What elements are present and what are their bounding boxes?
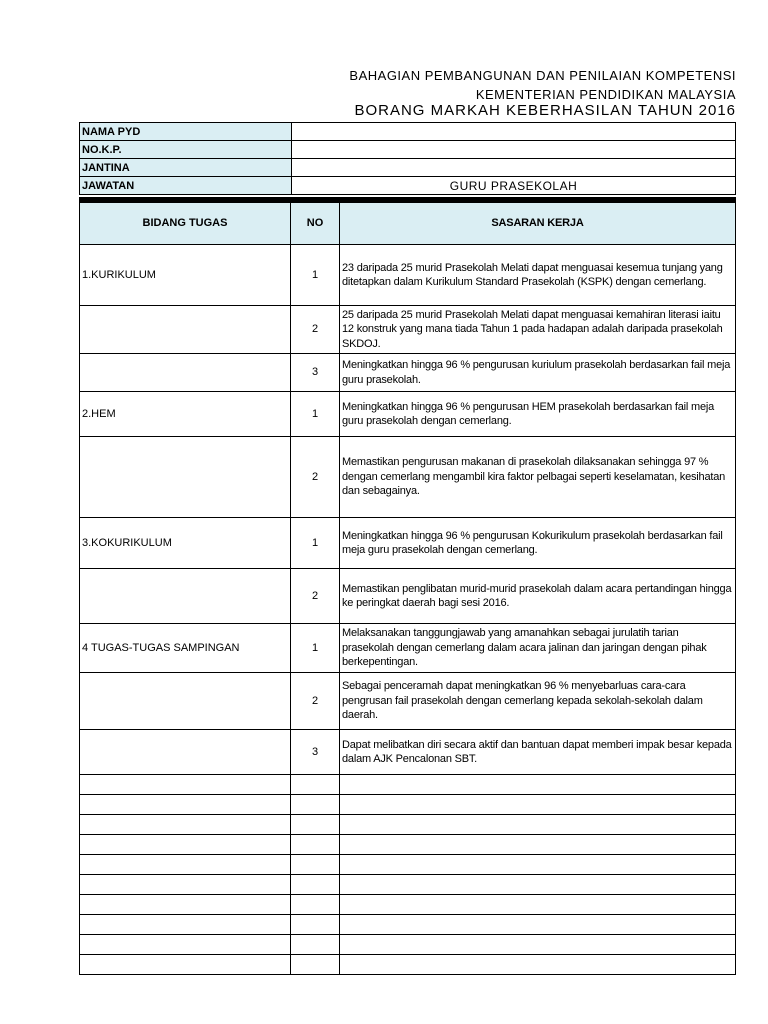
table-row — [80, 673, 736, 730]
empty-cell[interactable] — [80, 895, 291, 915]
cell-no[interactable]: 2 — [291, 437, 340, 518]
cell-sasaran[interactable]: Dapat melibatkan diri secara aktif dan bantuan dapat memberi impak besar kepada dalam AJK Pencalonan SBT. — [340, 730, 736, 775]
info-label: NO.K.P. — [80, 141, 292, 159]
empty-row — [80, 835, 736, 855]
header-agency: BAHAGIAN PEMBANGUNAN DAN PENILAIAN KOMPETENSI — [349, 68, 736, 83]
empty-cell[interactable] — [291, 915, 340, 935]
empty-row — [80, 815, 736, 835]
cell-no[interactable]: 1 — [291, 392, 340, 437]
empty-row — [80, 855, 736, 875]
table-row — [80, 437, 736, 518]
cell-bidang[interactable]: 1.KURIKULUM — [80, 245, 291, 306]
table-row — [80, 354, 736, 392]
info-row-jawatan — [80, 177, 736, 195]
header-bidang-tugas: BIDANG TUGAS — [80, 203, 291, 245]
cell-bidang[interactable] — [80, 569, 291, 624]
info-value[interactable] — [292, 141, 736, 159]
cell-sasaran[interactable]: 23 daripada 25 murid Prasekolah Melati dapat menguasai kesemua tunjang yang ditetapkan dalam Kurikulum Standard Prasekolah (KSPK) dengan cemerlang. — [340, 245, 736, 306]
cell-no[interactable]: 1 — [291, 624, 340, 673]
empty-cell[interactable] — [80, 815, 291, 835]
empty-cell[interactable] — [340, 815, 736, 835]
empty-cell[interactable] — [80, 775, 291, 795]
empty-cell[interactable] — [340, 935, 736, 955]
empty-cell[interactable] — [80, 855, 291, 875]
form-title: BORANG MARKAH KEBERHASILAN TAHUN 2016 — [354, 102, 736, 119]
empty-row — [80, 955, 736, 975]
cell-no[interactable]: 3 — [291, 354, 340, 392]
info-row-jantina — [80, 159, 736, 177]
info-value[interactable] — [292, 159, 736, 177]
info-value[interactable]: GURU PRASEKOLAH — [292, 177, 736, 195]
cell-no[interactable]: 2 — [291, 306, 340, 354]
cell-no[interactable]: 2 — [291, 673, 340, 730]
empty-cell[interactable] — [340, 875, 736, 895]
empty-cell[interactable] — [291, 875, 340, 895]
empty-row — [80, 775, 736, 795]
info-table — [79, 122, 736, 195]
cell-no[interactable]: 1 — [291, 245, 340, 306]
empty-cell[interactable] — [340, 895, 736, 915]
table-row — [80, 518, 736, 569]
empty-cell[interactable] — [291, 955, 340, 975]
table-row — [80, 624, 736, 673]
empty-cell[interactable] — [340, 835, 736, 855]
empty-cell[interactable] — [80, 835, 291, 855]
info-label: NAMA PYD — [80, 123, 292, 141]
cell-sasaran[interactable]: Melaksanakan tanggungjawab yang amanahkan sebagai jurulatih tarian prasekolah dengan cemerlang dalam acara jalinan dan jaringan dengan pihak berkepentingan. — [340, 624, 736, 673]
info-label: JANTINA — [80, 159, 292, 177]
cell-sasaran[interactable]: 25 daripada 25 murid Prasekolah Melati dapat menguasai kemahiran literasi iaitu 12 konstruk yang mana tiada Tahun 1 pada hadapan adalah daripada prasekolah SKDOJ. — [340, 306, 736, 354]
cell-no[interactable]: 2 — [291, 569, 340, 624]
empty-cell[interactable] — [291, 895, 340, 915]
empty-row — [80, 875, 736, 895]
empty-cell[interactable] — [291, 815, 340, 835]
cell-sasaran[interactable]: Meningkatkan hingga 96 % pengurusan HEM prasekolah berdasarkan fail meja guru prasekolah dengan cemerlang. — [340, 392, 736, 437]
empty-cell[interactable] — [291, 795, 340, 815]
cell-bidang[interactable] — [80, 673, 291, 730]
table-row — [80, 730, 736, 775]
empty-cell[interactable] — [80, 955, 291, 975]
header-ministry: KEMENTERIAN PENDIDIKAN MALAYSIA — [475, 87, 736, 102]
empty-cell[interactable] — [291, 935, 340, 955]
cell-sasaran[interactable]: Sebagai penceramah dapat meningkatkan 96 % menyebarluas cara-cara pengrusan fail prasekolah dengan cemerlang kepada sekolah-sekolah dalam daerah. — [340, 673, 736, 730]
cell-bidang[interactable] — [80, 437, 291, 518]
empty-cell[interactable] — [80, 795, 291, 815]
empty-cell[interactable] — [80, 875, 291, 895]
empty-row — [80, 795, 736, 815]
cell-sasaran[interactable]: Meningkatkan hingga 96 % pengurusan Kokurikulum prasekolah berdasarkan fail meja guru prasekolah dengan cemerlang. — [340, 518, 736, 569]
empty-cell[interactable] — [340, 795, 736, 815]
cell-sasaran[interactable]: Memastikan penglibatan murid-murid prasekolah dalam acara pertandingan hingga ke peringkat daerah bagi sesi 2016. — [340, 569, 736, 624]
empty-cell[interactable] — [291, 855, 340, 875]
table-row — [80, 306, 736, 354]
empty-cell[interactable] — [291, 775, 340, 795]
cell-bidang[interactable]: 3.KOKURIKULUM — [80, 518, 291, 569]
empty-row — [80, 915, 736, 935]
empty-cell[interactable] — [340, 915, 736, 935]
info-value[interactable] — [292, 123, 736, 141]
cell-sasaran[interactable]: Memastikan pengurusan makanan di prasekolah dilaksanakan sehingga 97 % dengan cemerlang mengambil kira faktor pelbagai seperti keselamatan, kesihatan dan sebagainya. — [340, 437, 736, 518]
info-row-nama — [80, 123, 736, 141]
cell-sasaran[interactable]: Meningkatkan hingga 96 % pengurusan kuriulum prasekolah berdasarkan fail meja guru prasekolah. — [340, 354, 736, 392]
empty-row — [80, 895, 736, 915]
cell-no[interactable]: 3 — [291, 730, 340, 775]
info-row-nokp — [80, 141, 736, 159]
cell-bidang[interactable] — [80, 354, 291, 392]
info-label: JAWATAN — [80, 177, 292, 195]
cell-bidang[interactable]: 4 TUGAS-TUGAS SAMPINGAN — [80, 624, 291, 673]
empty-cell[interactable] — [80, 915, 291, 935]
empty-row — [80, 935, 736, 955]
target-table — [79, 202, 736, 975]
empty-cell[interactable] — [291, 835, 340, 855]
empty-cell[interactable] — [340, 855, 736, 875]
cell-no[interactable]: 1 — [291, 518, 340, 569]
header-sasaran-kerja: SASARAN KERJA — [340, 203, 736, 245]
cell-bidang[interactable]: 2.HEM — [80, 392, 291, 437]
header-no: NO — [291, 203, 340, 245]
empty-cell[interactable] — [80, 935, 291, 955]
empty-cell[interactable] — [340, 775, 736, 795]
cell-bidang[interactable] — [80, 306, 291, 354]
empty-cell[interactable] — [340, 955, 736, 975]
table-header-row — [80, 203, 736, 245]
cell-bidang[interactable] — [80, 730, 291, 775]
table-row — [80, 245, 736, 306]
table-row — [80, 569, 736, 624]
table-row — [80, 392, 736, 437]
